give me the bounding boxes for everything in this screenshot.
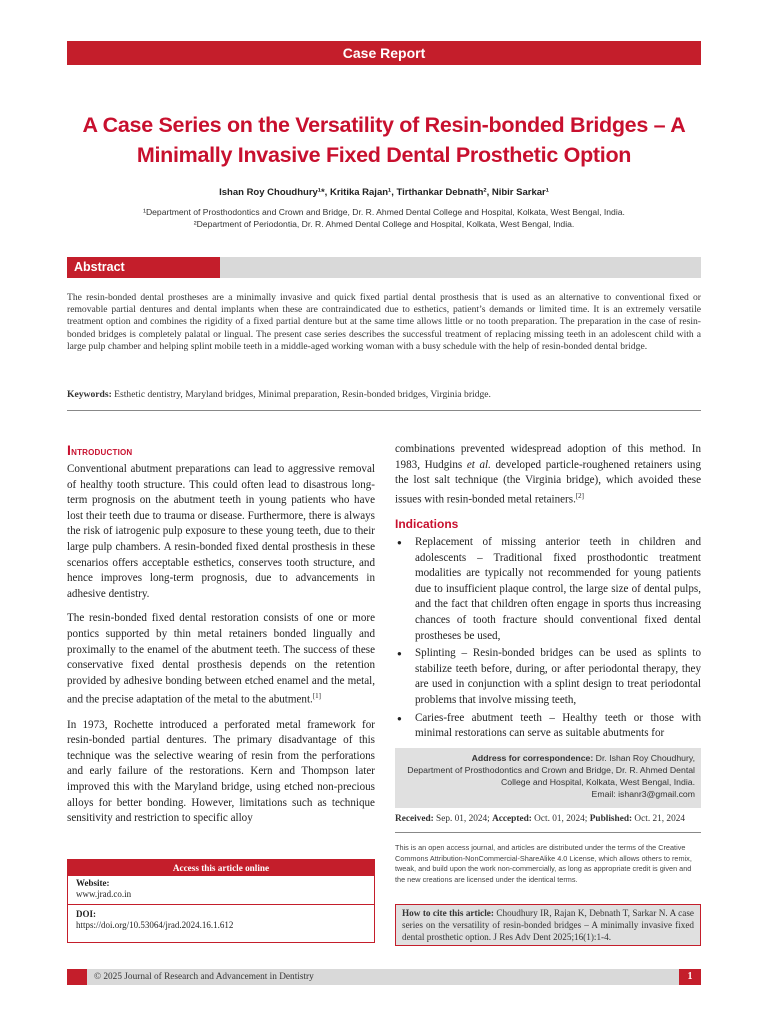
access-divider [68,904,374,905]
license-text: This is an open access journal, and articles are distributed under the terms of the Creative Commons Attribution-NonCommercial-ShareAlike 4.0 License, which allows others to remix, tweak, and build upon the work non-commercially, as long as appropriate credit is given and the new creations are licensed under the identical terms. [395,843,692,884]
indications-list [395,535,701,742]
abstract-text: The resin-bonded dental prostheses are a minimally invasive and quick fixed partial dental prosthesis that is used as an alternative to conventional fixed or removable partial dentures and dental implants when these are contraindicated due to esthetics, patient’s demands or limited time. It is an extremely versatile treatment option and combines the rigidity of a fixed partial denture but at the same time allows little or no tooth preparation. The preparation in the case of resin-bonded bridges is completely palatal or lingual. The present case series describes the successful treatment of replacing missing teeth in an adolescent child with a large pulp chamber and helping splint mobile teeth in a middle-aged working woman with a busy schedule with the help of resin-bonded dental bridge. [67,292,701,352]
left-column [67,442,375,836]
keywords [67,389,701,400]
footer-accent [67,969,87,985]
abstract-header [67,257,701,278]
citation-box: How to cite this article: Choudhury IR, Rajan K, Debnath T, Sarkar N. A case series on the versatility of resin-bonded bridges – A minimally invasive fixed dental prosthetic option. J Res Adv Dent 2025;16(1):1-4. [395,904,701,946]
affiliations [60,206,708,230]
abstract-heading: Abstract [67,257,220,278]
reference-1[interactable]: [1] [312,692,321,701]
list-item: ● Caries-free abutment teeth – Healthy teeth or those with minimal restorations can serve as suitable abutments for [395,711,701,742]
article-type-banner [67,41,701,65]
access-heading: Access this article online [68,860,374,876]
intro-paragraph-2: The resin-bonded fixed dental restoration consists of one or more pontics supported by thin metal retainers bonded lingually and proximally to the enamel of the abutment teeth. The success of these conservative fixed dental prosthesis depends on the retention provided by adhesive bonding between etched enamel and the metal, and the precise adaptation of the metal to the abutment.[1] [67,612,375,706]
keywords-label: Keywords: [67,389,112,400]
publication-dates: Received: Sep. 01, 2024; Accepted: Oct. 01, 2024; Published: Oct. 21, 2024 [395,814,686,824]
intro-paragraph-4: combinations prevented widespread adoption of this method. In 1983, Hudgins et al. developed particle-roughened retainers using the lost salt technique (the Virginia bridge), which avoided these issues with resin-bonded metal retainers.[2] [395,443,701,506]
keywords-divider [67,410,701,411]
affiliation-2: ²Department of Periodontia, Dr. R. Ahmed Dental College and Hospital, Kolkata, West Bengal, India. [193,219,575,229]
citation-label: How to cite this article: [402,908,494,918]
correspondence-label: Address for correspondence: [471,753,594,763]
list-item: ● Splinting – Resin-bonded bridges can be used as splints to stabilize teeth before, during, or after periodontal therapy, they are used in conjunction with a splint design to treat periodontal problems that involve missing teeth, [395,646,701,708]
correspondence-box: Address for correspondence: Dr. Ishan Roy Choudhury, Department of Prosthodontics and Crown and Bridge, Dr. R. Ahmed Dental College and Hospital, Kolkata, West Bengal, India. Email: ishanr3@gmail.com [395,748,701,808]
author-list: Ishan Roy Choudhury¹*, Kritika Rajan¹, Tirthankar Debnath², Nibir Sarkar¹ [219,187,549,198]
doi-row: DOI: https://doi.org/10.53064/jrad.2024.16.1.612 [76,909,234,930]
keywords-text: Esthetic dentistry, Maryland bridges, Minimal preparation, Resin-bonded bridges, Virginia bridge. [114,389,491,400]
affiliation-1: ¹Department of Prosthodontics and Crown and Bridge, Dr. R. Ahmed Dental College and Hospital, Kolkata, West Bengal, India. [143,207,625,217]
page-footer [67,969,701,985]
introduction-heading: Introduction [67,442,133,458]
reference-2[interactable]: [2] [575,491,585,500]
right-column [395,442,701,744]
dates-divider [395,832,701,833]
article-title: A Case Series on the Versatility of Resin-bonded Bridges – A Minimally Invasive Fixed Dental Prosthetic Option [82,113,686,167]
doi-link[interactable]: https://doi.org/10.53064/jrad.2024.16.1.612 [76,920,234,930]
footer-copyright: © 2025 Journal of Research and Advancement in Dentistry [94,972,314,982]
access-online-box [67,859,375,943]
intro-paragraph-3: In 1973, Rochette introduced a perforated metal framework for resin-bonded partial dentures. The primary disadvantage of this technique was the selective wearing of resin from the perforations and early failure of the restorations. Kern and Thompson later improved this with the Maryland bridge, using etched non-precious alloys for better bonding. However, limitations such as technique sensitivity and restriction to specific alloy [67,718,375,825]
website-link[interactable]: www.jrad.co.in [76,889,132,899]
correspondence-email[interactable]: Email: ishanr3@gmail.com [591,789,695,799]
list-item: ● Replacement of missing anterior teeth in children and adolescents – Traditional fixed prosthodontic treatment modalities are typically not recommended for young patients due to insufficient plaque control, the large size of dental pulps, and the fact that children often engage in sports thus increasing chances of tooth fracture should conventional fixed dental prostheses be used, [395,535,701,644]
website-row: Website: www.jrad.co.in [76,878,132,899]
indications-heading: Indications [395,517,459,532]
page-number: 1 [679,969,701,985]
article-type-label: Case Report [342,45,426,61]
intro-paragraph-1: Conventional abutment preparations can lead to aggressive removal of healthy tooth structure. This could often lead to disastrous long-term prognosis on the abutment teeth in young patients who have lost their teeth due to trauma or disease. Furthermore, there is always the risk of iatrogenic pulp exposure to these young teeth, due to their large pulp chambers. A resin-bonded fixed dental prosthesis in these scenarios offers acceptable esthetics, conserves tooth structure, and hence improves long-term prognosis, due to advancements in adhesive dentistry. [67,463,375,600]
